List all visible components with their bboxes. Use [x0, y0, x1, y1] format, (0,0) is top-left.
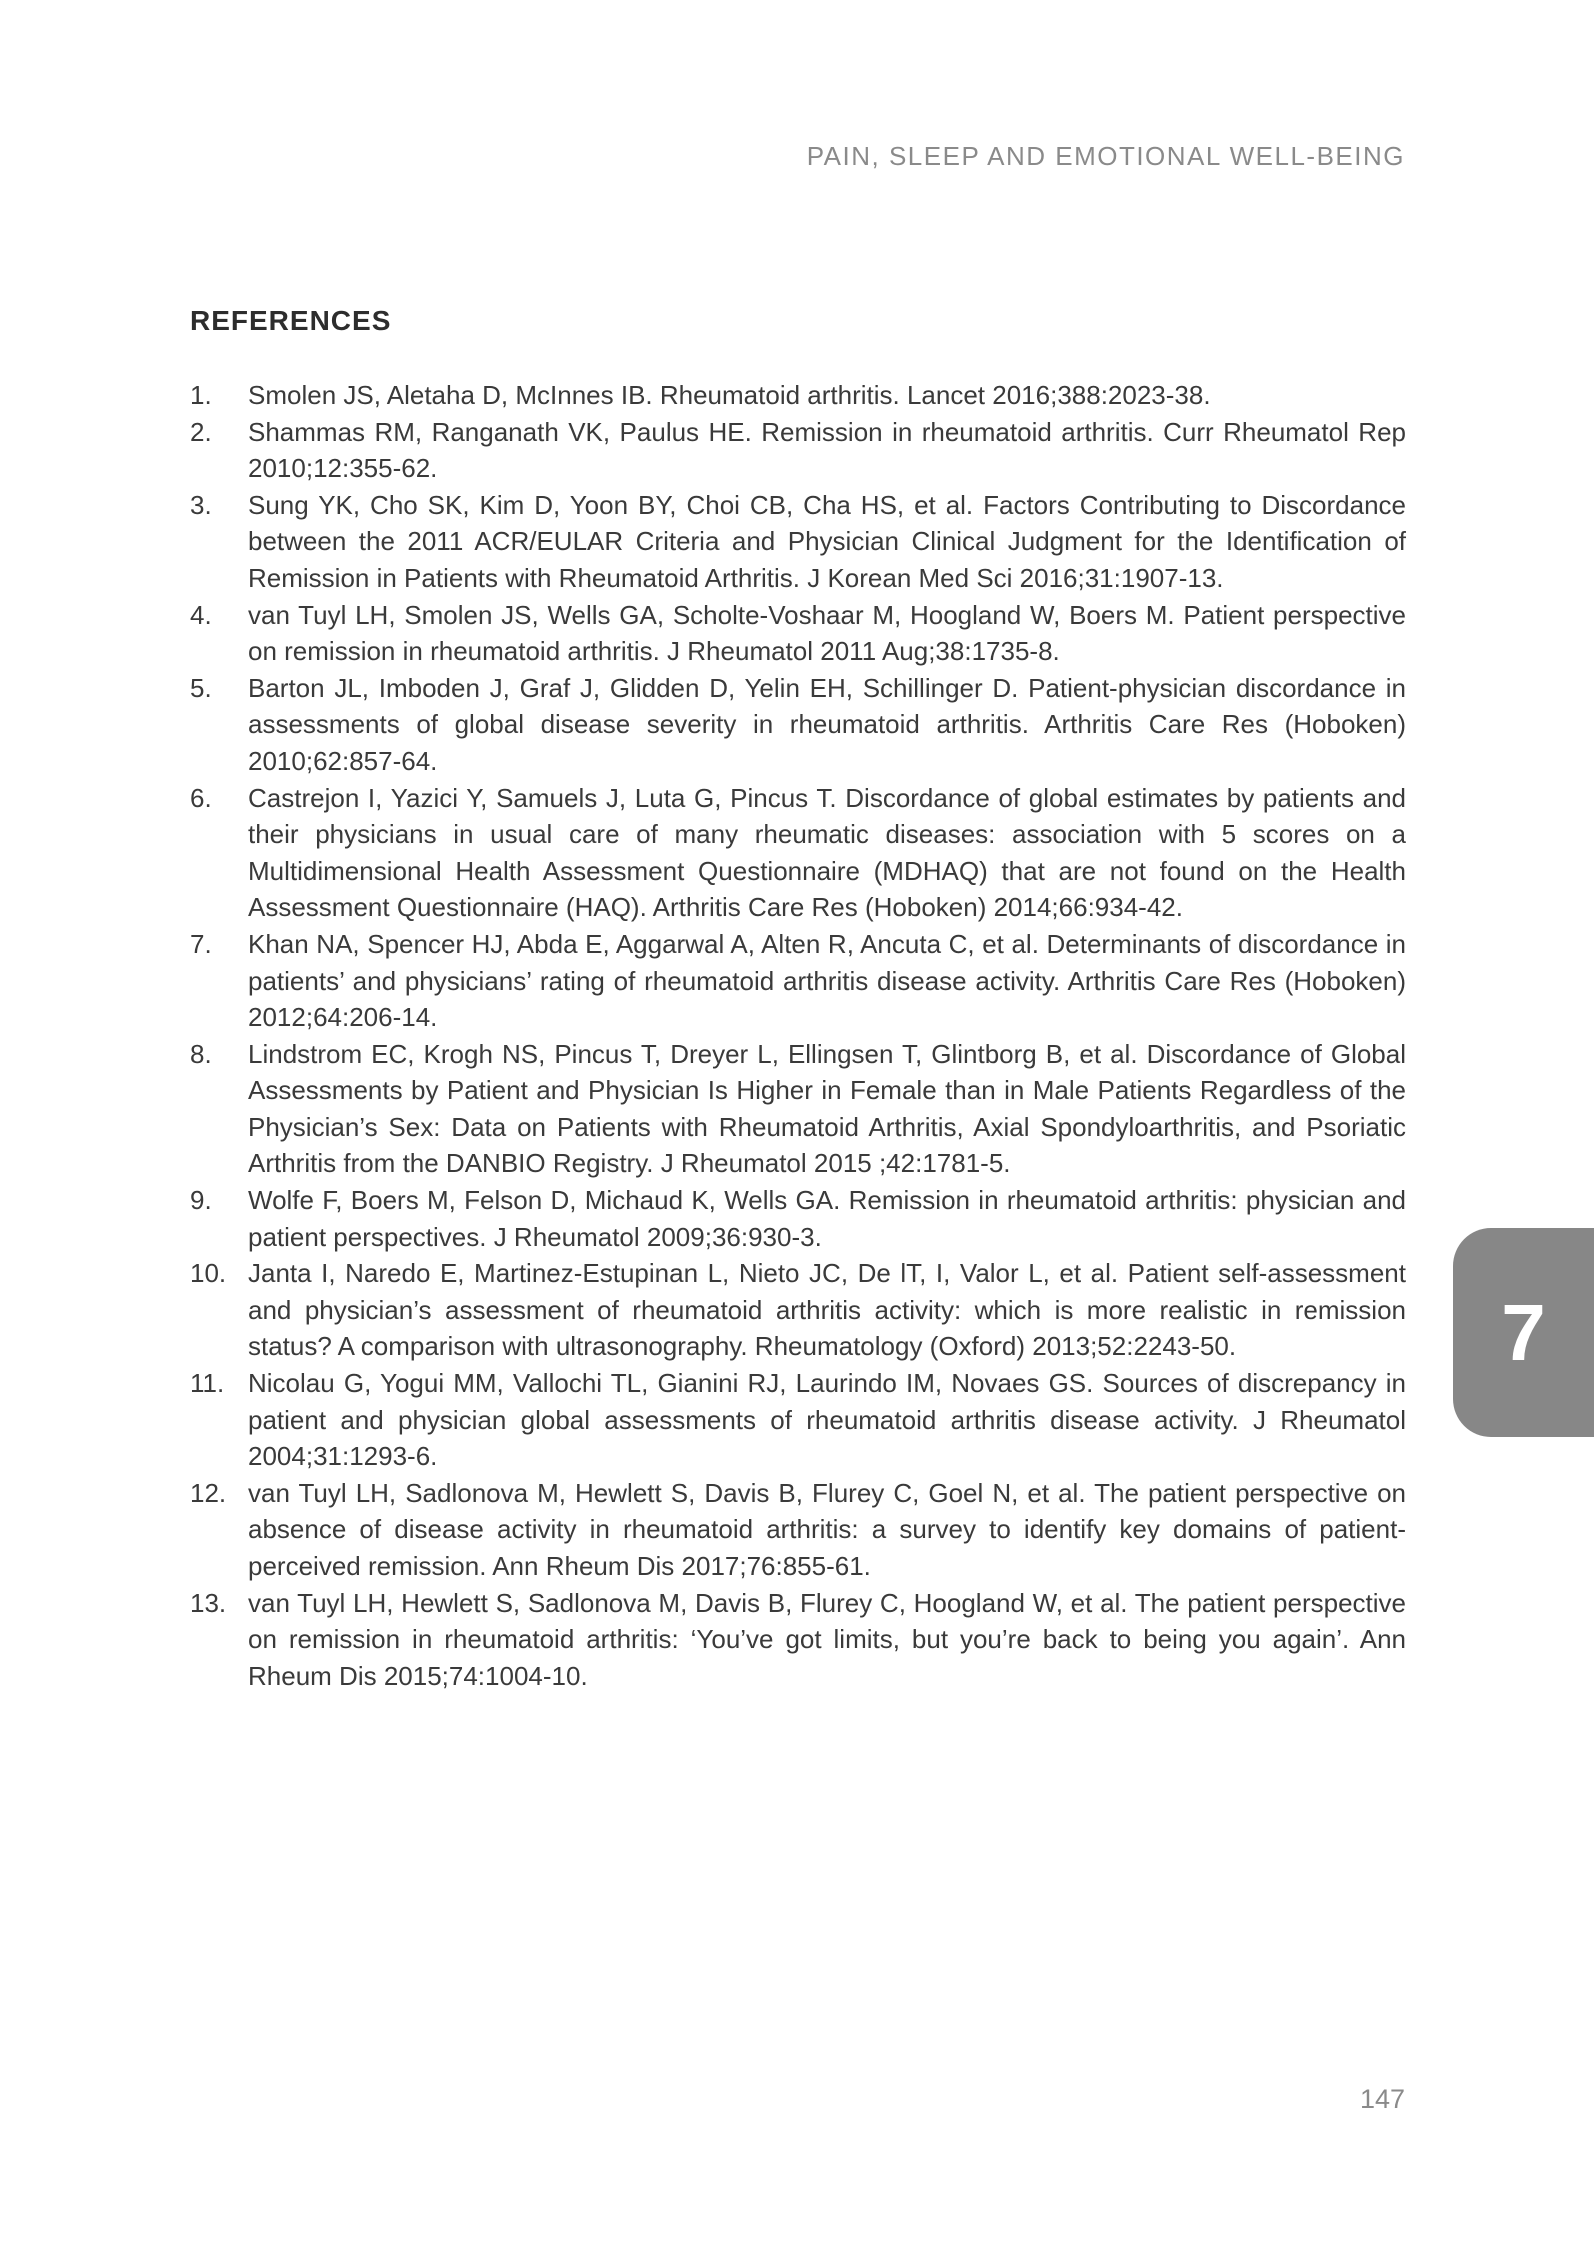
- reference-number: 5.: [190, 672, 212, 703]
- running-header: PAIN, SLEEP AND EMOTIONAL WELL-BEING: [806, 141, 1405, 171]
- reference-item: [190, 597, 1406, 670]
- section-title: REFERENCES: [190, 304, 392, 336]
- reference-item: [190, 1036, 1406, 1182]
- reference-number: 4.: [190, 599, 212, 630]
- reference-item: [190, 1585, 1406, 1695]
- reference-number: 1.: [190, 380, 212, 410]
- reference-number: 9.: [190, 1185, 212, 1216]
- reference-item: [190, 1475, 1406, 1585]
- reference-item: [190, 1182, 1406, 1255]
- reference-number: 10.: [190, 1258, 227, 1289]
- reference-text: Janta I, Naredo E, Martinez-Estupinan L, Nieto JC, De lT, I, Valor L, et al. Patient self-assessment and physician’s assessment of rheumatoid arthritis activity: which is more realistic in remission status? A comparison with ultrasonography. Rheumatology (Oxford) 2013;52:2243-50.: [248, 1258, 1406, 1362]
- reference-item: [190, 670, 1406, 780]
- reference-number: 6.: [190, 782, 212, 813]
- chapter-tab: [1453, 1228, 1594, 1437]
- reference-item: [190, 926, 1406, 1036]
- reference-text: Smolen JS, Aletaha D, McInnes IB. Rheumatoid arthritis. Lancet 2016;388:2023-38.: [248, 380, 1211, 410]
- reference-item: [190, 780, 1406, 926]
- reference-item: [190, 414, 1406, 487]
- reference-item: [190, 1255, 1406, 1365]
- reference-item: [190, 377, 1406, 414]
- reference-number: 8.: [190, 1038, 212, 1069]
- reference-text: Lindstrom EC, Krogh NS, Pincus T, Dreyer L, Ellingsen T, Glintborg B, et al. Discordance of Global Assessments by Patient and Physician Is Higher in Female than in Male Patients Regardless of the Physician’s Sex: Data on Patients with Rheumatoid Arthritis, Axial Spondyloarthritis, and Psoriatic Arthritis from the DANBIO Registry. J Rheumatol 2015 ;42:1781-5.: [248, 1038, 1406, 1179]
- reference-text: Castrejon I, Yazici Y, Samuels J, Luta G, Pincus T. Discordance of global estimates by patients and their physicians in usual care of many rheumatic diseases: association with 5 scores on a Multidimensional Health Assessment Questionnaire (MDHAQ) that are not found on the Health Assessment Questionnaire (HAQ). Arthritis Care Res (Hoboken) 2014;66:934-42.: [248, 782, 1406, 923]
- reference-text: van Tuyl LH, Sadlonova M, Hewlett S, Davis B, Flurey C, Goel N, et al. The patient perspective on absence of disease activity in rheumatoid arthritis: a survey to identify key domains of patient-perceived remission. Ann Rheum Dis 2017;76:855-61.: [248, 1477, 1406, 1581]
- reference-number: 13.: [190, 1587, 227, 1618]
- reference-number: 2.: [190, 416, 212, 447]
- reference-number: 11.: [190, 1368, 225, 1399]
- chapter-number: 7: [1501, 1287, 1546, 1377]
- reference-text: Khan NA, Spencer HJ, Abda E, Aggarwal A, Alten R, Ancuta C, et al. Determinants of discordance in patients’ and physicians’ rating of rheumatoid arthritis disease activity. Arthritis Care Res (Hoboken) 2012;64:206-14.: [248, 928, 1406, 1033]
- reference-list: [190, 377, 1406, 1694]
- reference-text: Barton JL, Imboden J, Graf J, Glidden D, Yelin EH, Schillinger D. Patient-physician discordance in assessments of global disease severity in rheumatoid arthritis. Arthritis Care Res (Hoboken) 2010;62:857-64.: [248, 672, 1406, 776]
- reference-item: [190, 487, 1406, 597]
- reference-text: van Tuyl LH, Hewlett S, Sadlonova M, Davis B, Flurey C, Hoogland W, et al. The patient perspective on remission in rheumatoid arthritis: ‘You’ve got limits, but you’re back to being you again’. Ann Rheum Dis 2015;74:1004-10.: [248, 1587, 1406, 1691]
- reference-text: Shammas RM, Ranganath VK, Paulus HE. Remission in rheumatoid arthritis. Curr Rheumatol Rep 2010;12:355-62.: [248, 416, 1406, 484]
- reference-number: 3.: [190, 489, 212, 520]
- reference-text: van Tuyl LH, Smolen JS, Wells GA, Scholte-Voshaar M, Hoogland W, Boers M. Patient perspective on remission in rheumatoid arthritis. J Rheumatol 2011 Aug;38:1735-8.: [248, 599, 1406, 667]
- reference-text: Sung YK, Cho SK, Kim D, Yoon BY, Choi CB, Cha HS, et al. Factors Contributing to Discordance between the 2011 ACR/EULAR Criteria and Physician Clinical Judgment for the Identification of Remission in Patients with Rheumatoid Arthritis. J Korean Med Sci 2016;31:1907-13.: [248, 489, 1406, 593]
- reference-text: Nicolau G, Yogui MM, Vallochi TL, Gianini RJ, Laurindo IM, Novaes GS. Sources of discrepancy in patient and physician global assessments of rheumatoid arthritis disease activity. J Rheumatol 2004;31:1293-6.: [248, 1368, 1406, 1472]
- reference-text: Wolfe F, Boers M, Felson D, Michaud K, Wells GA. Remission in rheumatoid arthritis: physician and patient perspectives. J Rheumatol 2009;36:930-3.: [248, 1185, 1406, 1252]
- reference-item: [190, 1365, 1406, 1475]
- reference-number: 12.: [190, 1477, 227, 1508]
- reference-number: 7.: [190, 928, 212, 959]
- page-number: 147: [1359, 2084, 1405, 2114]
